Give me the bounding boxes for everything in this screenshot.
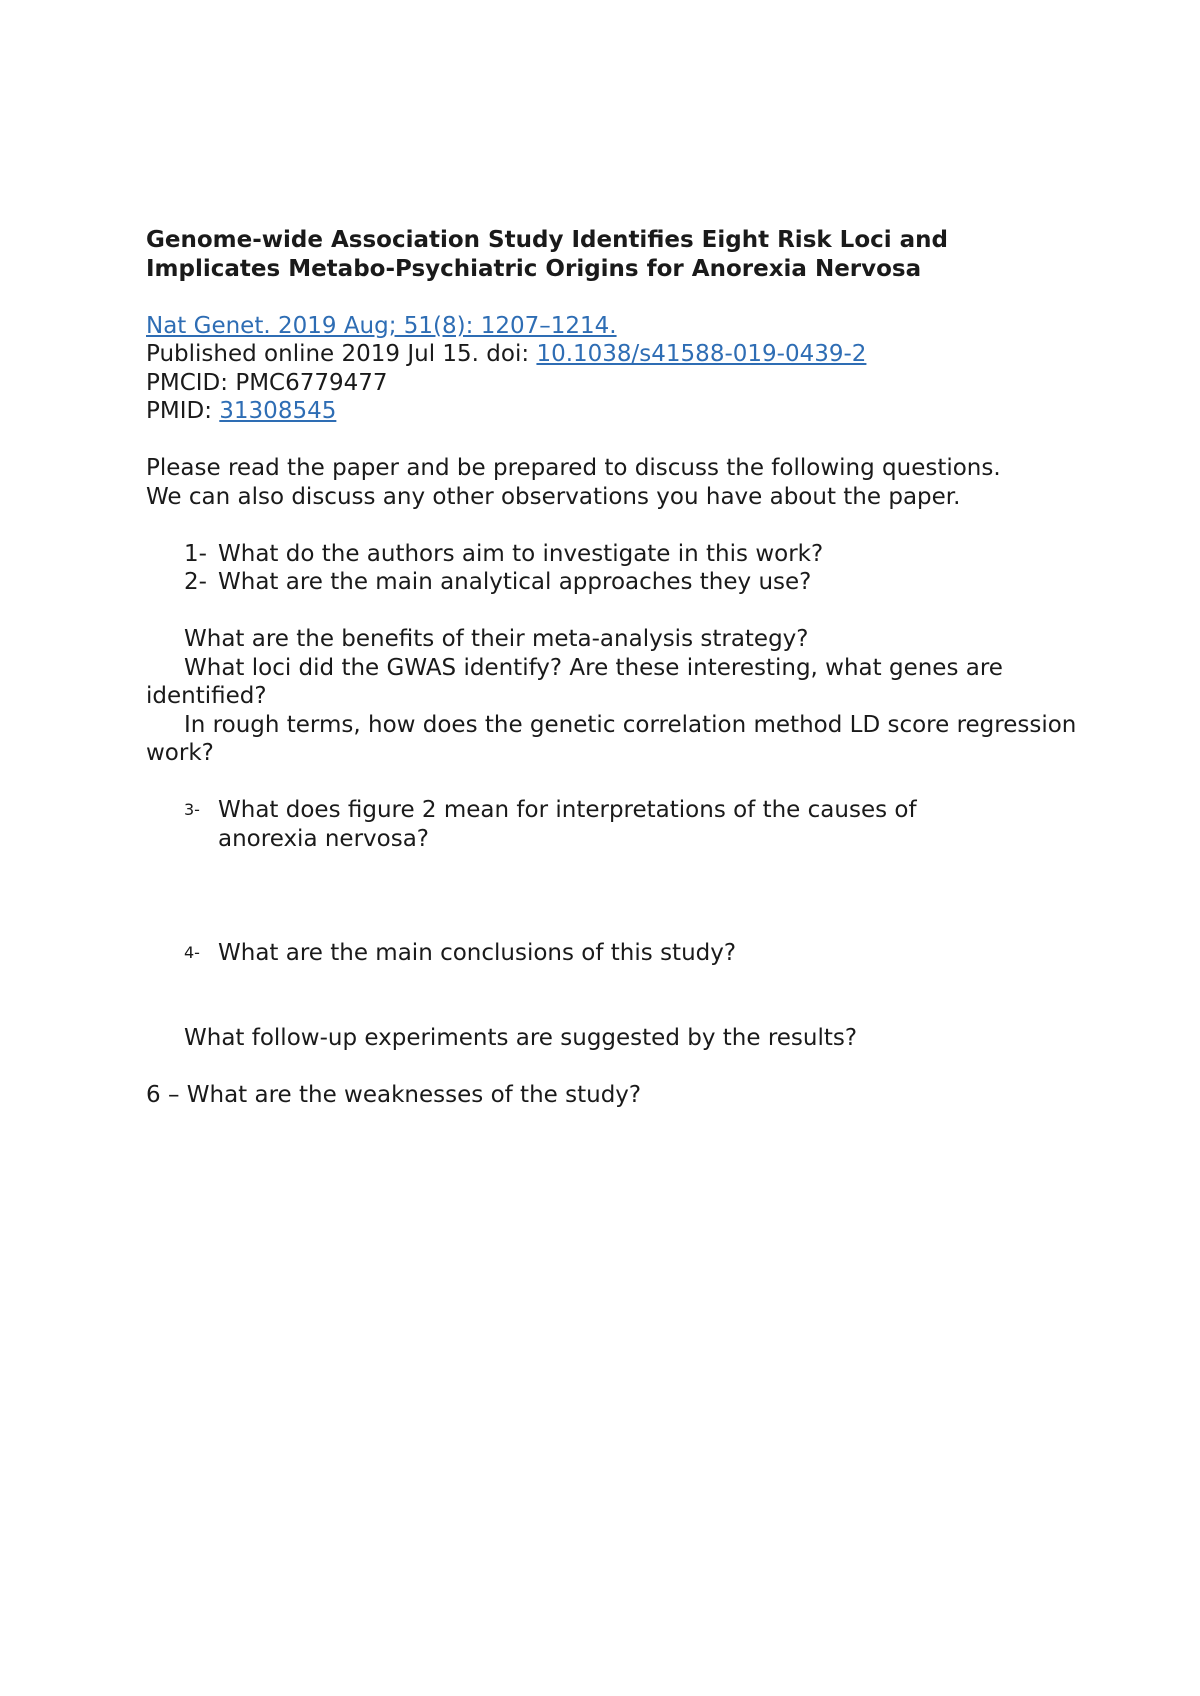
pmcid-line: PMCID: PMC6779477 (146, 369, 388, 396)
sub-question-ld-score: In rough terms, how does the genetic correlation method LD score regression work? (146, 711, 1077, 766)
question-4-number: 4- (184, 942, 200, 962)
question-1-number: 1- (184, 540, 207, 567)
intro-line-2: We can also discuss any other observations you have about the paper. (146, 483, 961, 510)
document-page (146, 226, 1096, 1110)
question-2 (146, 568, 1096, 597)
question-3 (146, 796, 1096, 853)
published-text: Published online 2019 Jul 15. doi: (146, 341, 537, 367)
pmid-label: PMID: (146, 398, 220, 424)
intro-line-1: Please read the paper and be prepared to discuss the following questions. (146, 455, 1001, 481)
journal-citation-line (146, 312, 1096, 341)
journal-citation-link[interactable]: Nat Genet. 2019 Aug; 51(8): 1207–1214. (146, 312, 617, 339)
question-1-text: What do the authors aim to investigate in this work? (218, 540, 824, 567)
paper-title-line-1: Genome-wide Association Study Identifies Eight Risk Loci and (146, 227, 949, 253)
question-2-number: 2- (184, 569, 207, 595)
paper-title (146, 226, 1096, 283)
paper-title-line-2: Implicates Metabo-Psychiatric Origins for Anorexia Nervosa (146, 255, 922, 282)
question-3-text: What does figure 2 mean for interpretations of the causes of anorexia nervosa? (218, 797, 917, 852)
question-1 (146, 540, 1096, 569)
question-2-text: What are the main analytical approaches they use? (218, 569, 812, 595)
question-6-text: 6 – What are the weaknesses of the study? (146, 1082, 642, 1108)
published-line (146, 340, 1096, 369)
pmid-link[interactable]: 31308545 (219, 398, 337, 424)
question-5-text: What follow-up experiments are suggested by the results? (184, 1025, 858, 1051)
question-3-number: 3- (184, 800, 200, 819)
sub-question-benefits: What are the benefits of their meta-analysis strategy? (184, 626, 809, 652)
doi-link[interactable]: 10.1038/s41588-019-0439-2 (536, 341, 867, 367)
question-4 (146, 939, 1096, 968)
sub-question-loci: What loci did the GWAS identify? Are these interesting, what genes are identified? (146, 654, 1003, 709)
pmid-line (146, 397, 1096, 426)
question-4-text: What are the main conclusions of this study? (218, 939, 737, 966)
